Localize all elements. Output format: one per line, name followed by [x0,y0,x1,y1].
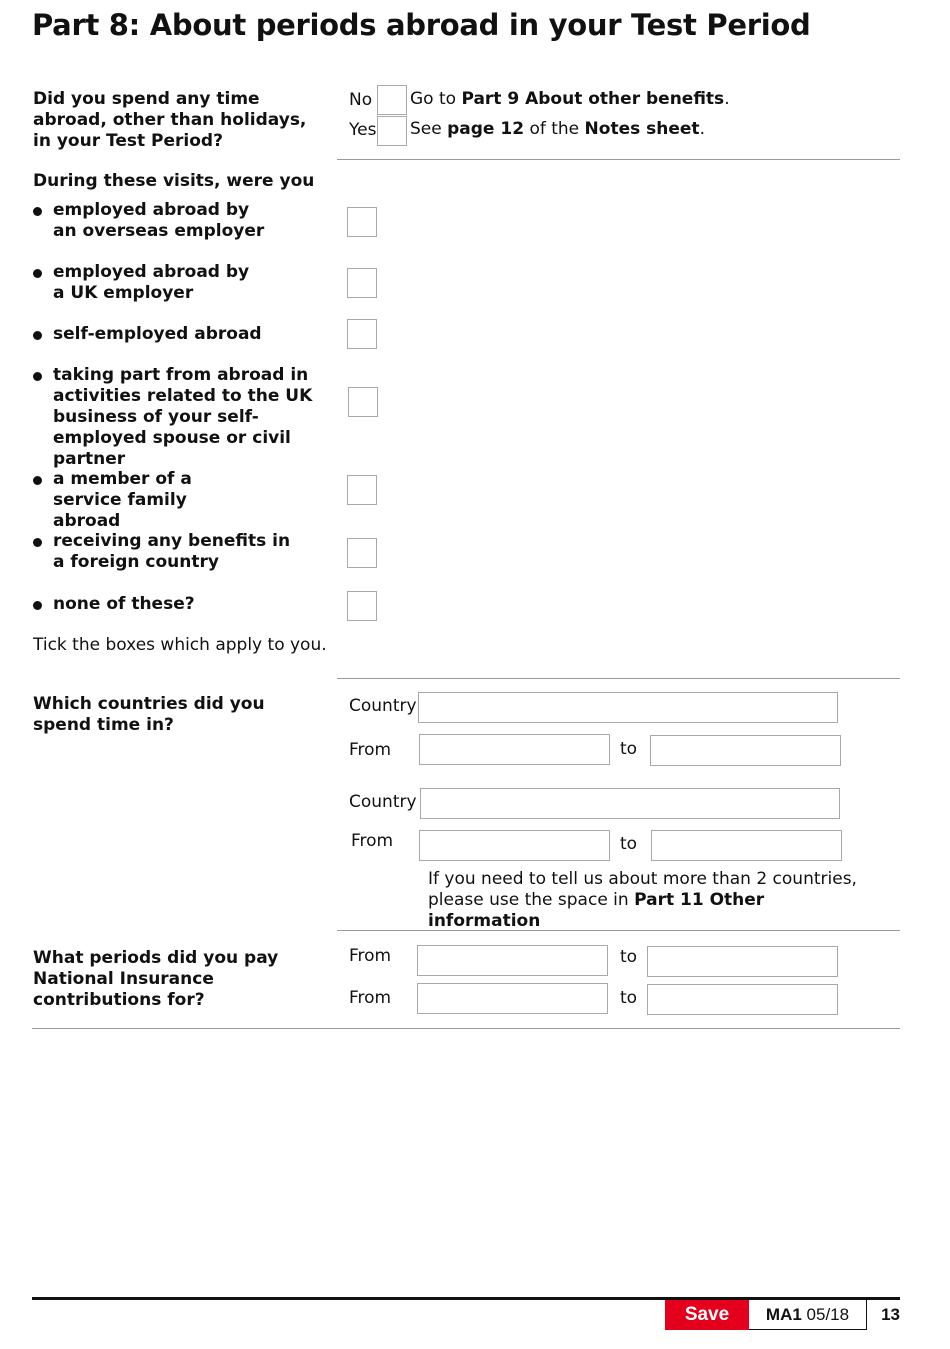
yes-checkbox[interactable] [377,116,407,146]
section-divider [337,159,900,160]
form-code: MA1 [765,1304,802,1324]
option-spouse-business: taking part from abroad in activities related to the UK business of your self-employed spouse or civil partner [53,365,313,469]
tick-instruction: Tick the boxes which apply to you. [33,635,327,655]
country-input-1[interactable] [418,692,838,723]
ni-period-2-to-input[interactable] [647,984,838,1015]
yes-instruction: See page 12 of the Notes sheet. [410,119,705,139]
from-label-2: From [351,831,394,851]
country-label-1: Country [349,696,417,716]
checkbox-overseas-employer[interactable] [347,207,377,237]
form-reference [749,1300,867,1330]
question-countries: Which countries did you spend time in? [33,694,265,735]
bullet-icon [33,269,42,278]
option-overseas-employer: employed abroad by an overseas employer [53,200,265,241]
checkbox-service-family[interactable] [347,475,377,505]
no-instruction: Go to Part 9 About other benefits. [410,89,730,109]
yes-label: Yes [349,120,377,140]
question-ni-periods: What periods did you pay National Insurance contributions for? [33,948,279,1010]
question-during-visits: During these visits, were you [33,171,315,191]
country-2-to-input[interactable] [651,830,842,861]
bullet-icon [33,476,42,485]
no-checkbox[interactable] [377,85,407,115]
country-label-2: Country [349,792,417,812]
checkbox-spouse-business[interactable] [348,387,378,417]
question-time-abroad: Did you spend any time abroad, other than holidays, in your Test Period? [33,89,307,151]
no-label: No [349,90,373,110]
ni-from-label-1: From [349,946,392,966]
ni-period-1-from-input[interactable] [417,945,608,976]
to-label-1: to [620,739,638,759]
to-label-2: to [620,834,638,854]
option-none: none of these? [53,594,195,614]
save-button[interactable]: Save [665,1300,749,1330]
ni-to-label-2: to [620,988,638,1008]
ni-period-1-to-input[interactable] [647,946,838,977]
more-countries-note: If you need to tell us about more than 2 countries, please use the space in Part 11 Other information [428,869,857,931]
checkbox-foreign-benefits[interactable] [347,538,377,568]
option-service-family: a member of a service family abroad [53,469,192,531]
page-divider [32,1028,900,1029]
page-number: 13 [881,1305,900,1324]
option-foreign-benefits: receiving any benefits in a foreign country [53,531,291,572]
bullet-icon [33,538,42,547]
country-1-from-input[interactable] [419,734,610,765]
form-date: 05/18 [806,1304,850,1324]
ni-from-label-2: From [349,988,392,1008]
checkbox-uk-employer[interactable] [347,268,377,298]
option-uk-employer: employed abroad by a UK employer [53,262,250,303]
section-divider [337,930,900,931]
option-self-employed: self-employed abroad [53,324,262,344]
from-label-1: From [349,740,392,760]
checkbox-self-employed[interactable] [347,319,377,349]
bullet-icon [33,331,42,340]
bullet-icon [33,601,42,610]
ni-to-label-1: to [620,947,638,967]
country-1-to-input[interactable] [650,735,841,766]
page-title: Part 8: About periods abroad in your Test Period [32,8,811,42]
ni-period-2-from-input[interactable] [417,983,608,1014]
country-input-2[interactable] [420,788,840,819]
checkbox-none[interactable] [347,591,377,621]
bullet-icon [33,207,42,216]
bullet-icon [33,372,42,381]
country-2-from-input[interactable] [419,830,610,861]
section-divider [337,678,900,679]
